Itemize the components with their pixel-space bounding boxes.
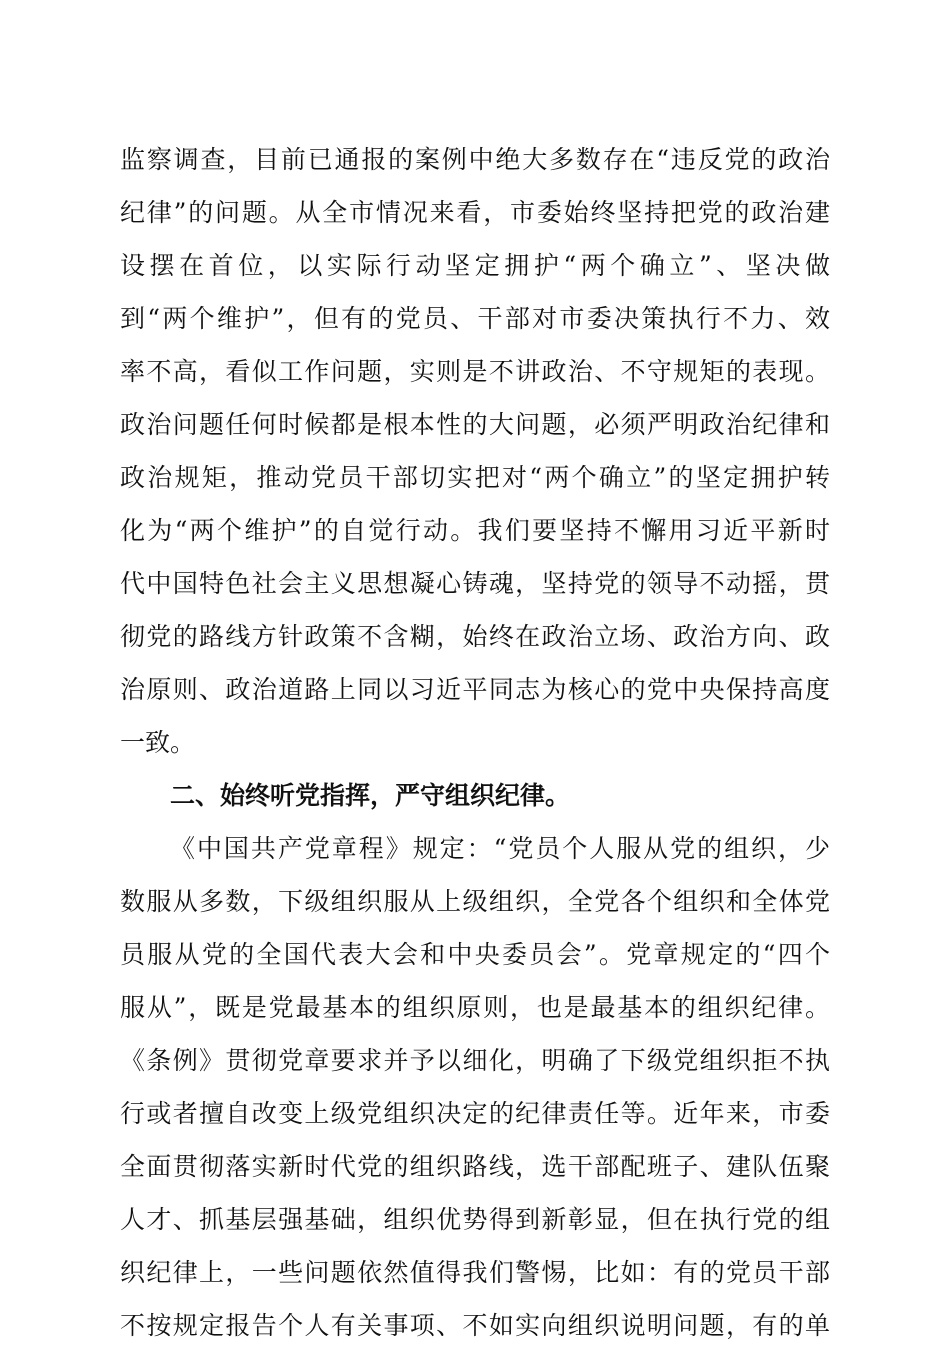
paragraph-line: 全面贯彻落实新时代党的组织路线，选干部配班子、建队伍聚 — [120, 1152, 830, 1181]
paragraph-line: 化为“两个维护”的自觉行动。我们要坚持不懈用习近平新时 — [120, 516, 830, 545]
paragraph-line: 《中国共产党章程》规定：“党员个人服从党的组织，少 — [170, 834, 830, 863]
paragraph-line: 率不高，看似工作问题，实则是不讲政治、不守规矩的表现。 — [120, 357, 830, 386]
paragraph-line: 人才、抓基层强基础，组织优势得到新彰显，但在执行党的组 — [120, 1205, 830, 1234]
section-heading: 二、始终听党指挥，严守组织纪律。 — [170, 781, 571, 810]
paragraph-line: 设摆在首位，以实际行动坚定拥护“两个确立”、坚决做 — [120, 251, 830, 280]
body-text — [120, 133, 830, 1352]
paragraph-line: 行或者擅自改变上级党组织决定的纪律责任等。近年来，市委 — [120, 1099, 830, 1128]
paragraph-line: 服从”，既是党最基本的组织原则，也是最基本的组织纪律。 — [120, 993, 830, 1022]
paragraph-line: 员服从党的全国代表大会和中央委员会”。党章规定的“四个 — [120, 940, 830, 969]
paragraph-line: 到“两个维护”，但有的党员、干部对市委决策执行不力、效 — [120, 304, 830, 333]
paragraph-line: 彻党的路线方针政策不含糊，始终在政治立场、政治方向、政 — [120, 622, 830, 651]
paragraph-line: 代中国特色社会主义思想凝心铸魂，坚持党的领导不动摇，贯 — [120, 569, 830, 598]
paragraph-line: 一致。 — [120, 728, 196, 757]
paragraph-line: 监察调查，目前已通报的案例中绝大多数存在“违反党的政治 — [120, 145, 830, 174]
paragraph-line: 纪律”的问题。从全市情况来看，市委始终坚持把党的政治建 — [120, 198, 830, 227]
paragraph-line: 治原则、政治道路上同以习近平同志为核心的党中央保持高度 — [120, 675, 830, 704]
paragraph-line: 不按规定报告个人有关事项、不如实向组织说明问题，有的单 — [120, 1311, 830, 1340]
paragraph-line: 《条例》贯彻党章要求并予以细化，明确了下级党组织拒不执 — [120, 1046, 830, 1075]
paragraph-line: 织纪律上，一些问题依然值得我们警惕，比如：有的党员干部 — [120, 1258, 830, 1287]
paragraph-line: 政治问题任何时候都是根本性的大问题，必须严明政治纪律和 — [120, 410, 830, 439]
paragraph-line: 数服从多数，下级组织服从上级组织，全党各个组织和全体党 — [120, 887, 830, 916]
paragraph-line: 政治规矩，推动党员干部切实把对“两个确立”的坚定拥护转 — [120, 463, 830, 492]
